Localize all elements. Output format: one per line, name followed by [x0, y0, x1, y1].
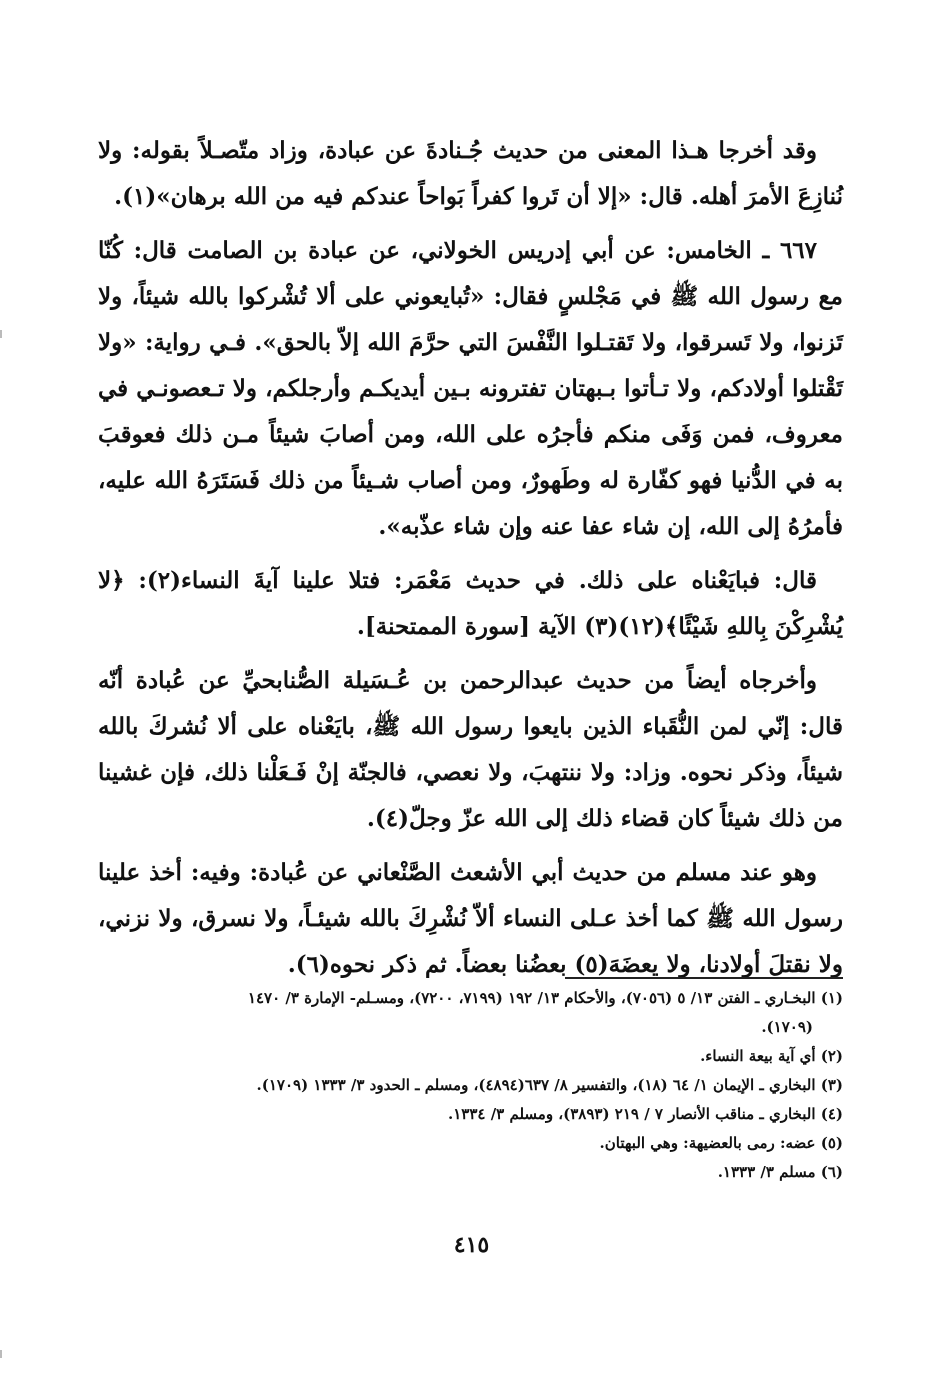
paragraph-1 — [98, 128, 843, 220]
text-line: شيئاً كان قضاء ذلك إلى الله عزّ وجلّ(٤). — [366, 805, 761, 832]
footnote-divider — [565, 977, 843, 979]
footnote-3: (٣) البخاري ـ الإيمان ١/ ٦٤ (١٨)، والتفسير ٨/ ٦٣٧(٤٨٩٤)، ومسلم ـ الحدود ٣/ ١٣٣٣ (١٧٠٩). — [256, 1076, 843, 1094]
text-line: قال: فبايَعْناه على ذلك. في حديث مَعْمَر: فتلا علينا آيةَ النساء(٢): ﴿لا يُشْرِكْنَ — [98, 567, 843, 640]
text-line: إنّي لمن النُّقَباء الذين بايعوا رسول الله ﷺ، بايَعْناه على ألا نُشركَ بالله شيئاً، وذكر — [98, 713, 843, 786]
footnote-1: (١) البخـاري ـ الفتن ١٣/ ٥ (٧٠٥٦)، والأحكام ١٣/ ١٩٢ (٧١٩٩، ٧٢٠٠)، ومسـلم- الإمارة ٣/ ١٤٧٠ — [247, 989, 843, 1007]
text-line: إلى الله، إن شاء عفا عنه وإن شاء عذّبه». — [378, 513, 780, 540]
text-line: وقد أخرجا هـذا المعنى من حديث جُـنادةَ عن عبادة، وزاد متّصـلاً بقوله: ولا — [98, 137, 817, 164]
text-line: رسول الله ﷺ في مَجْلسٍ فقال: «تُبايعوني على ألا تُشْركوا بالله شيئاً، ولا تَزنوا، — [98, 283, 843, 356]
scan-edge-mark — [0, 1350, 2, 1358]
scan-edge-mark — [0, 330, 2, 338]
text-line: معروف، فمن وَفَى منكم فأجرُه على الله، ومن أصابَ شيئاً مـن ذلك فعوقبَ به — [98, 421, 843, 494]
text-line: في الدُّنيا فهو كفّارة له وطَهورٌ، ومن أصاب شـيئاً من ذلك فَسَتَرَهُ الله عليه، فأمرُهُ — [98, 467, 843, 540]
footnote-6: (٦) مسلم ٣/ ١٣٣٣. — [717, 1163, 843, 1181]
footnote-5: (٥) عضه: رمى بالعضيهة: وهي البهتان. — [599, 1134, 843, 1152]
text-line: ولا تَسرقوا، ولا تَقتـلوا النَّفْسَ التي حرَّمَ الله إلاّ بالحق». فـي رواية: «ولا تَقْتلوا — [98, 329, 843, 402]
text-line: وهو عند مسلم من حديث أبي الأشعث الصَّنْعاني عن عُبادة: وفيه: أخذ علينا — [98, 859, 817, 886]
text-line: بِاللهِ شَيْئًا﴾(١٢)(٣) الآية [سورة الممتحنة]. — [356, 613, 767, 640]
footnote-2: (٢) أي آية بيعة النساء. — [700, 1047, 843, 1065]
text-line: رسول الله ﷺ كما أخذ عـلى النساء ألاّ نُشْرِكَ بالله شيئـاً، ولا نسرق، ولا نزني، — [98, 905, 843, 932]
text-line: نحوه. وزاد: ولا ننتهبَ، ولا نعصي، فالجنّة إنْ فَـعَلْنا ذلك، فإن غشينا من ذلك — [98, 759, 843, 832]
text-line: وأخرجاه أيضاً من حديث عبدالرحمن بن عُـسَيلة الصُّنابحيِّ عن عُبادة أنّه قال: — [98, 667, 843, 740]
paragraph-2 — [98, 228, 843, 550]
page-number: ٤١٥ — [453, 1232, 490, 1258]
paragraph-5 — [98, 850, 843, 988]
footnote-1-continuation: (١٧٠٩). — [761, 1018, 813, 1036]
paragraph-4 — [98, 658, 843, 842]
footnotes — [98, 984, 843, 1187]
text-line: ٦٦٧ ـ الخامس: عن أبي إدريس الخولاني، عن عبادة بن الصامت قال: كُنّا مع — [98, 237, 843, 310]
footnote-4: (٤) البخاري ـ مناقب الأنصار ٧ / ٢١٩ (٣٨٩٣)، ومسلم ٣/ ١٣٣٤. — [448, 1105, 843, 1123]
text-line: أولادكم، ولا تـأتوا بـبهتان تفترونه بـين أيديكـم وأرجلكم، ولا تـعصونـي في — [98, 375, 784, 402]
text-line: نُنازِعَ الأمرَ أهله. قال: «إلا أن تَروا كفراً بَواحاً عندكم فيه من الله برهان»(١). — [114, 183, 843, 210]
text-line: ولا نقتلَ أولادنا، ولا يعضَهَ(٥) بعضُنا بعضاً. ثم ذكر نحوه(٦). — [287, 951, 843, 978]
paragraph-3 — [98, 558, 843, 650]
main-text — [98, 128, 843, 996]
